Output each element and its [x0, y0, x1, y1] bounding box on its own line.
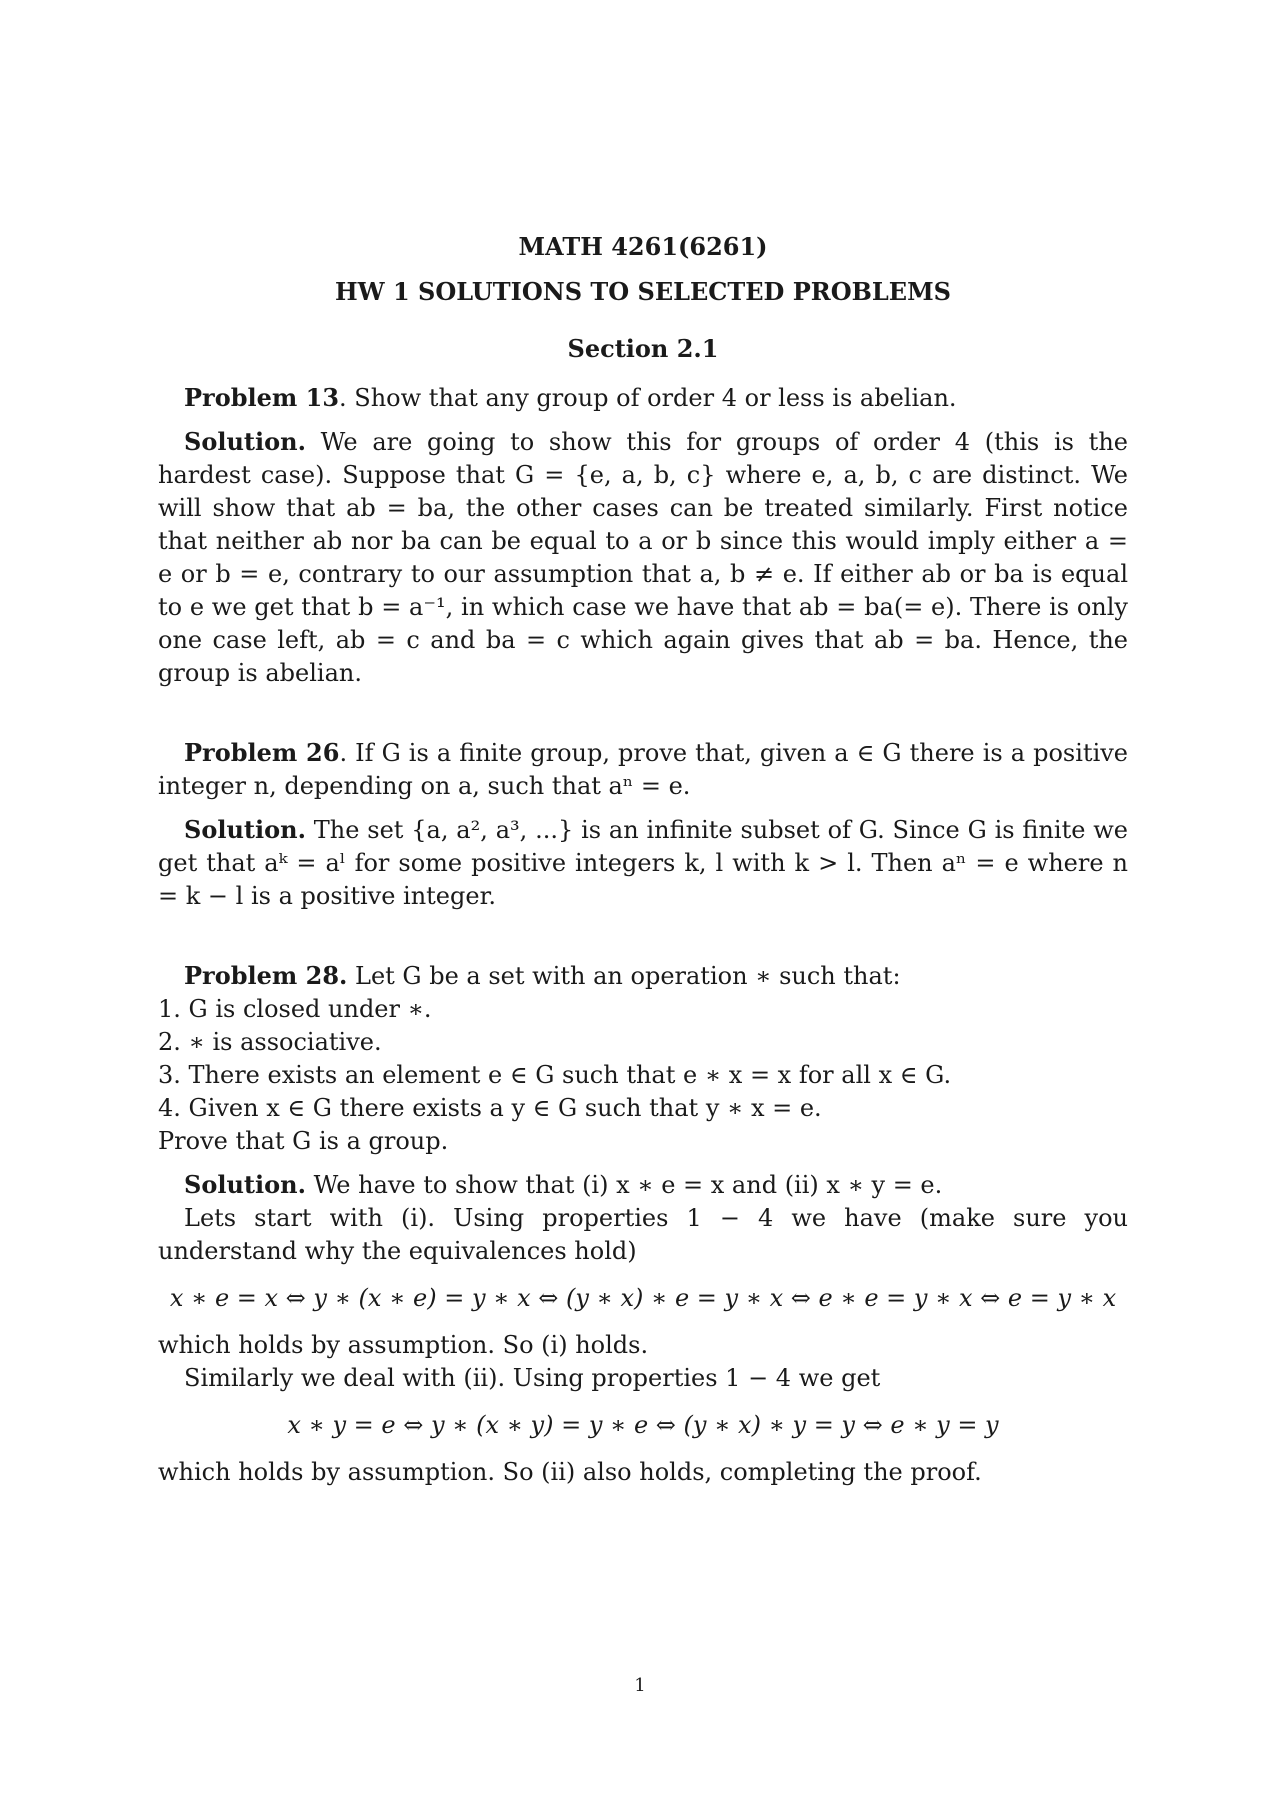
problem-28-label: Problem 28.	[184, 961, 348, 990]
problem-28-text: Let G be a set with an operation ∗ such that:	[355, 962, 901, 990]
problem-13-text: . Show that any group of order 4 or less is abelian.	[339, 384, 957, 412]
document-title: HW 1 SOLUTIONS TO SELECTED PROBLEMS	[335, 277, 951, 306]
problem-13-statement	[158, 381, 1128, 415]
problem-28-solution	[158, 1168, 1128, 1202]
problem-28-prove: Prove that G is a group.	[158, 1127, 449, 1155]
part-ii-intro: Similarly we deal with (ii). Using properties 1 − 4 we get	[184, 1364, 881, 1392]
part-i-conclusion: which holds by assumption. So (i) holds.	[158, 1331, 649, 1359]
problem-13-solution-text: We are going to show this for groups of order 4 (this is the hardest case). Suppose that G = {e, a, b, c} where e, a, b, c are distinct. We will show that ab = ba, the other cases can be treated similarly. First notice that neither ab nor ba can be equal to a or b since this would imply either a = e or b = e, contrary to our assumption that a, b ≠ e. If either ab or ba is equal to e we get that b = a⁻¹, in which case we have that ab = ba(= e). There is only one case left, ab = c and ba = c which again gives that ab = ba. Hence, the group is abelian.	[158, 428, 1128, 687]
problem-13-solution-label: Solution.	[184, 427, 306, 456]
property-item: 2. ∗ is associative.	[158, 1028, 382, 1056]
problem-13-solution	[158, 425, 1128, 690]
problem-26-solution-text: The set {a, a², a³, ...} is an infinite subset of G. Since G is finite we get that aᵏ = aˡ for some positive integers k, l with k > l. Then aⁿ = e where n = k − l is a positive integer.	[158, 816, 1128, 910]
equation-1: x ∗ e = x ⇔ y ∗ (x ∗ e) = y ∗ x ⇔ (y ∗ x) ∗ e = y ∗ x ⇔ e ∗ e = y ∗ x ⇔ e = y ∗ x	[169, 1284, 1117, 1312]
section-heading: Section 2.1	[567, 334, 719, 363]
problem-28-solution-label: Solution.	[184, 1170, 306, 1199]
problem-28-statement	[158, 959, 1128, 993]
problem-13-label: Problem 13	[184, 383, 340, 412]
problem-26-statement	[158, 736, 1128, 803]
property-item: 4. Given x ∈ G there exists a y ∈ G such that y ∗ x = e.	[158, 1094, 822, 1122]
course-title: MATH 4261(6261)	[518, 232, 768, 261]
part-i-intro: Lets start with (i). Using properties 1 − 4 we have (make sure you understand why the equivalences hold)	[158, 1204, 1128, 1265]
property-item: 1. G is closed under ∗.	[158, 995, 432, 1023]
problem-26-solution-label: Solution.	[184, 815, 306, 844]
problem-28-properties	[158, 993, 1128, 1125]
document-page	[158, 0, 1128, 1489]
part-ii-conclusion: which holds by assumption. So (ii) also holds, completing the proof.	[158, 1458, 982, 1486]
problem-26-label: Problem 26	[184, 738, 340, 767]
equation-2: x ∗ y = e ⇔ y ∗ (x ∗ y) = y ∗ e ⇔ (y ∗ x) ∗ y = y ⇔ e ∗ y = y	[287, 1411, 999, 1439]
page-number: 1	[634, 1675, 646, 1696]
problem-28-solution-intro: We have to show that (i) x ∗ e = x and (ii) x ∗ y = e.	[313, 1171, 943, 1199]
problem-26-text: . If G is a finite group, prove that, given a ∈ G there is a positive integer n, depending on a, such that aⁿ = e.	[158, 739, 1129, 800]
property-item: 3. There exists an element e ∈ G such that e ∗ x = x for all x ∈ G.	[158, 1061, 952, 1089]
problem-26-solution	[158, 813, 1128, 913]
